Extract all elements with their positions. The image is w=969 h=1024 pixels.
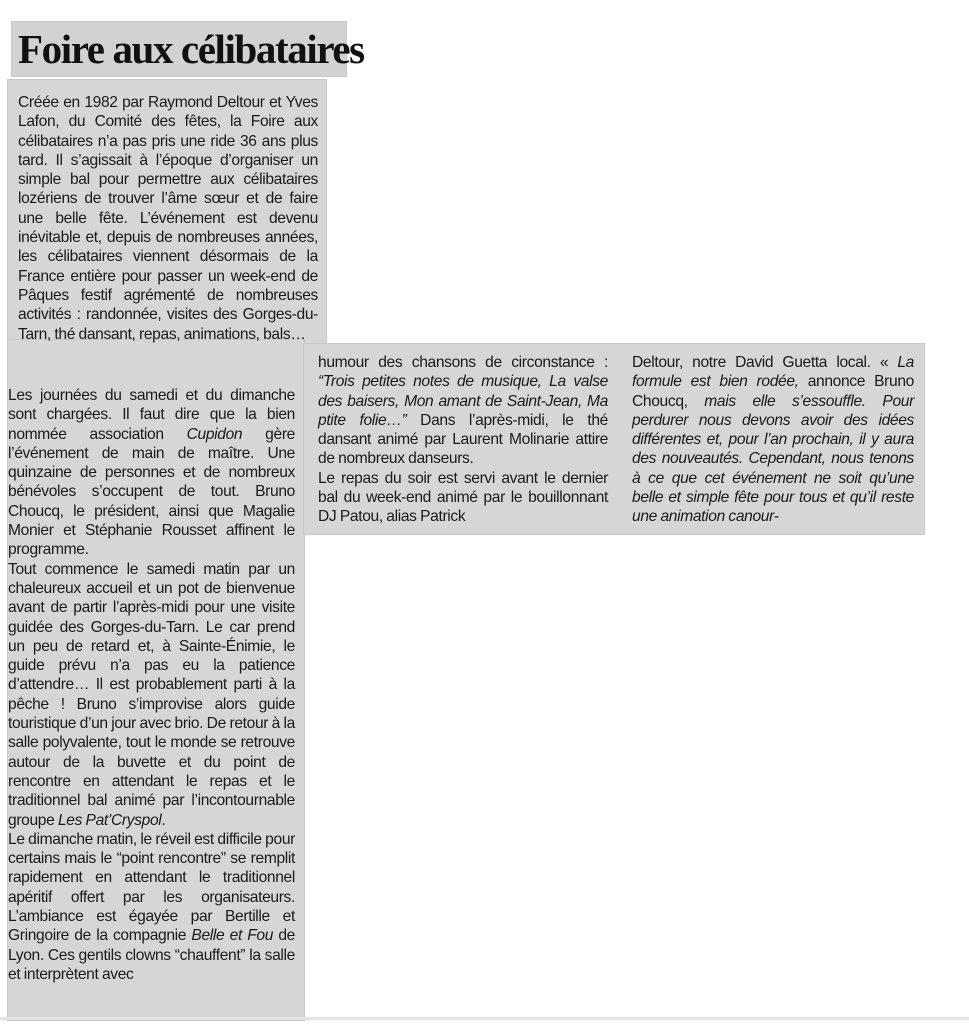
paragraph-sunday: Le dimanche matin, le réveil est difficile pour certains mais le “point rencontre” se remplit rapidement en attendant le traditionnel apéritif offert par les organisateurs. L’ambiance est égayée par Bertille et Gringoire de la compagnie Belle et Fou de Lyon. Ces gentils clowns “chauffent” la salle et interprètent avec [8, 830, 296, 983]
column-1-body [8, 386, 295, 984]
paragraph-organisation: Les journées du samedi et du dimanche sont chargées. Il faut dire que la bien nommée association Cupidon gère l’événement de main de maître. Une quinzaine de personnes et de nombreux bénévoles s’occupent de tout. Bruno Choucq, le président, ainsi que Magalie Monier et Stéphanie Rousset affinent le programme. [8, 387, 295, 559]
paragraph-evening: Le repas du soir est servi avant le dernier bal du week-end animé par le bouillonnant DJ Patou, alias Patrick [318, 469, 608, 526]
column-2 [318, 353, 608, 527]
paragraph-quote: Deltour, notre David Guetta local. « La formule est bien rodée, annonce Bruno Choucq, mais elle s’essouffle. Pour perdurer nous devons avoir des idées différentes et, pour l’an prochain, il y aura des nouveautés. Cependant, nous tenons à ce que cet événement ne soit qu’une belle et simple fête pour tous et qu’il reste une animation canour- [632, 354, 914, 526]
paragraph-saturday: Tout commence le samedi matin par un chaleureux accueil et un pot de bienvenue avant de partir l’après-midi pour une visite guidée des Gorges-du-Tarn. Le car prend un peu de retard et, à Sainte-Énimie, le guide prévu n’a pas eu la patience d’attendre… Il est probablement parti à la pêche ! Bruno s’improvise alors guide touristique d’un jour avec brio. De retour à la salle polyvalente, tout le monde se retrouve autour de la buvette et du point de rencontre en attendant le repas et le traditionnel bal animé par l’incontournable groupe Les Pat’Cryspol. [8, 560, 295, 829]
article-headline: Foire aux célibataires [18, 26, 364, 72]
paragraph-intro: Créée en 1982 par Raymond Deltour et Yves Lafon, du Comité des fêtes, la Foire aux célibataires n’a pas pris une ride 36 ans plus tard. Il s’agissait à l’époque d’organiser un simple bal pour permettre aux célibataires lozériens de trouver l’âme sœur et de faire une belle fête. L’événement est devenu inévitable et, depuis de nombreuses années, les célibataires viennent désormais de la France entière pour passer un week-end de Pâques festif agrémenté de nombreuses activités : randonnée, visites des Gorges-du-Tarn, thé dansant, repas, animations, bals… [18, 94, 318, 343]
column-3 [632, 353, 914, 527]
column-1-intro [18, 93, 318, 344]
paragraph-songs: humour des chansons de circonstance : “Trois petites notes de musique, La valse des baisers, Mon amant de Saint-Jean, Ma ptite folie…” Dans l’après-midi, le thé dansant animé par Laurent Molinarie attire de nombreux danseurs. [318, 354, 608, 468]
scan-edge [0, 1017, 969, 1020]
